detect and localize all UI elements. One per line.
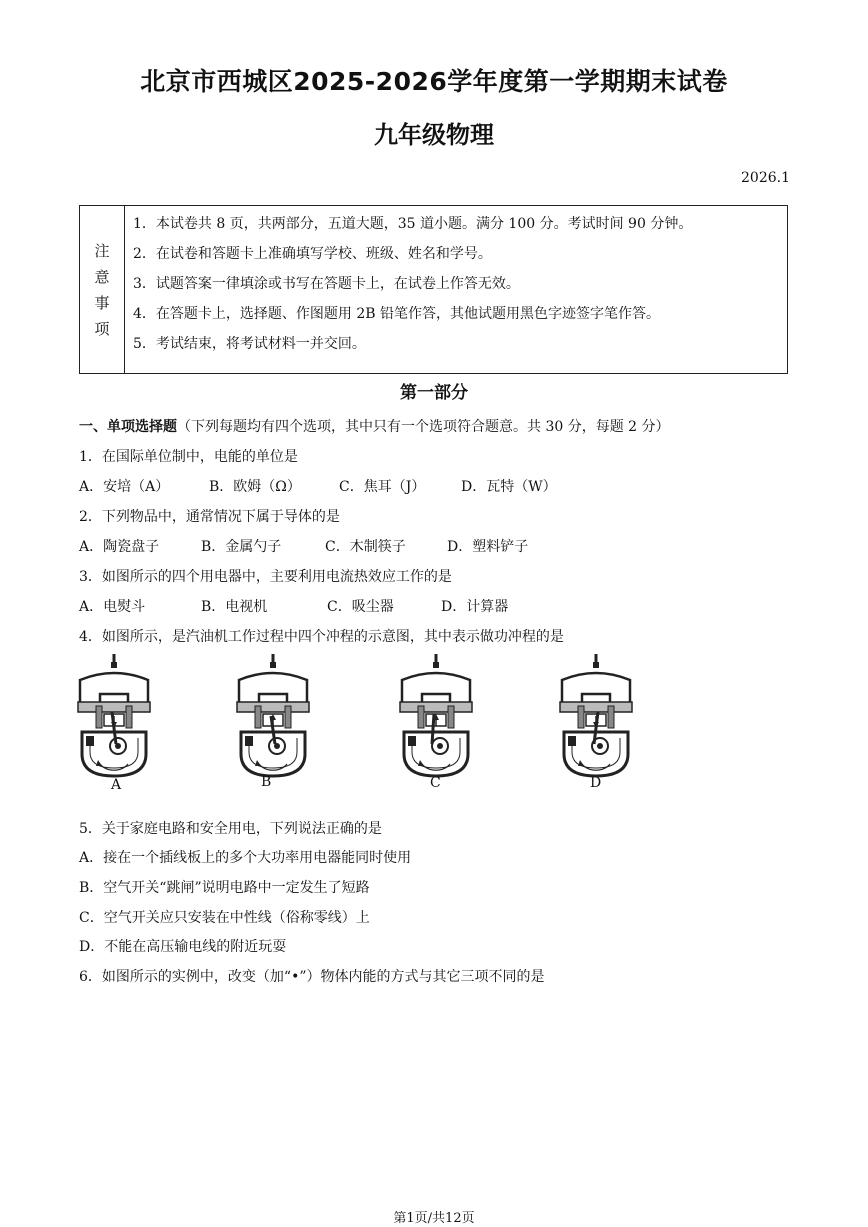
option: C．空气开关应只安装在中性线（俗称零线）上 [79, 910, 370, 926]
option: D．塑料铲子 [447, 539, 529, 555]
option: C．焦耳（J） [339, 479, 426, 495]
engine-stroke-b-diagram [235, 652, 315, 778]
exam-title: 北京市西城区2025-2026学年度第一学期期末试卷 [140, 67, 728, 96]
notice-item: 4．在答题卡上，选择题、作图题用 2B 铅笔作答，其他试题用黑色字迹签字笔作答。 [133, 306, 661, 322]
notice-item: 2．在试卷和答题卡上准确填写学校、班级、姓名和学号。 [133, 246, 492, 262]
figure-label-b: B [261, 774, 272, 790]
notice-box [79, 205, 788, 374]
option: A．电熨斗 [79, 599, 146, 615]
notice-label-char: 意 [94, 267, 110, 286]
figure-label-d: D [590, 775, 602, 791]
option: D．计算器 [441, 599, 509, 615]
question-options [79, 476, 557, 496]
exam-subject: 九年级物理 [374, 121, 494, 149]
engine-stroke-a-diagram [76, 652, 156, 778]
question-stem: 2．下列物品中，通常情况下属于导体的是 [79, 509, 340, 525]
option: C．木制筷子 [325, 539, 406, 555]
figure-label-a: A [111, 777, 122, 793]
engine-stroke-c-diagram [398, 652, 478, 778]
page-number: 第1页/共12页 [393, 1211, 475, 1226]
option: B．欧姆（Ω） [209, 479, 301, 495]
engine-stroke-d-diagram [558, 652, 638, 778]
option: A．陶瓷盘子 [79, 539, 160, 555]
option: A．安培（A） [79, 479, 170, 495]
option: C．吸尘器 [327, 599, 394, 615]
option: B．电视机 [201, 599, 268, 615]
section-heading [79, 416, 670, 436]
question-stem: 6．如图所示的实例中，改变（加“•”）物体内能的方式与其它三项不同的是 [79, 969, 545, 985]
option: B．空气开关“跳闸”说明电路中一定发生了短路 [79, 880, 370, 896]
option: D．不能在高压输电线的附近玩耍 [79, 939, 287, 955]
option: B．金属勺子 [201, 539, 282, 555]
notice-item: 1．本试卷共 8 页，共两部分，五道大题，35 道小题。满分 100 分。考试时间 90 分钟。 [133, 216, 693, 232]
notice-item: 3．试题答案一律填涂或书写在答题卡上，在试卷上作答无效。 [133, 276, 520, 292]
notice-label-char: 注 [94, 241, 110, 260]
question-stem: 4．如图所示，是汽油机工作过程中四个冲程的示意图，其中表示做功冲程的是 [79, 629, 564, 645]
notice-label-char: 事 [94, 293, 110, 312]
section-instruction: （下列每题均有四个选项，其中只有一个选项符合题意。共 30 分，每题 2 分） [177, 419, 670, 435]
notice-label [80, 206, 125, 373]
figure-label-c: C [430, 775, 441, 791]
question-options [79, 596, 508, 616]
question-options [79, 536, 528, 556]
question-stem: 1．在国际单位制中，电能的单位是 [79, 449, 298, 465]
exam-date: 2026.1 [741, 170, 790, 186]
notice-item: 5．考试结束，将考试材料一并交回。 [133, 336, 366, 352]
question-stem: 5．关于家庭电路和安全用电，下列说法正确的是 [79, 821, 382, 837]
notice-list [133, 212, 692, 362]
notice-label-char: 项 [94, 319, 110, 338]
option: A．接在一个插线板上的多个大功率用电器能同时使用 [79, 850, 412, 866]
question-stem: 3．如图所示的四个用电器中，主要利用电流热效应工作的是 [79, 569, 452, 585]
section-title: 一、单项选择题 [79, 419, 177, 435]
part-title: 第一部分 [400, 383, 468, 403]
option: D．瓦特（W） [461, 479, 557, 495]
